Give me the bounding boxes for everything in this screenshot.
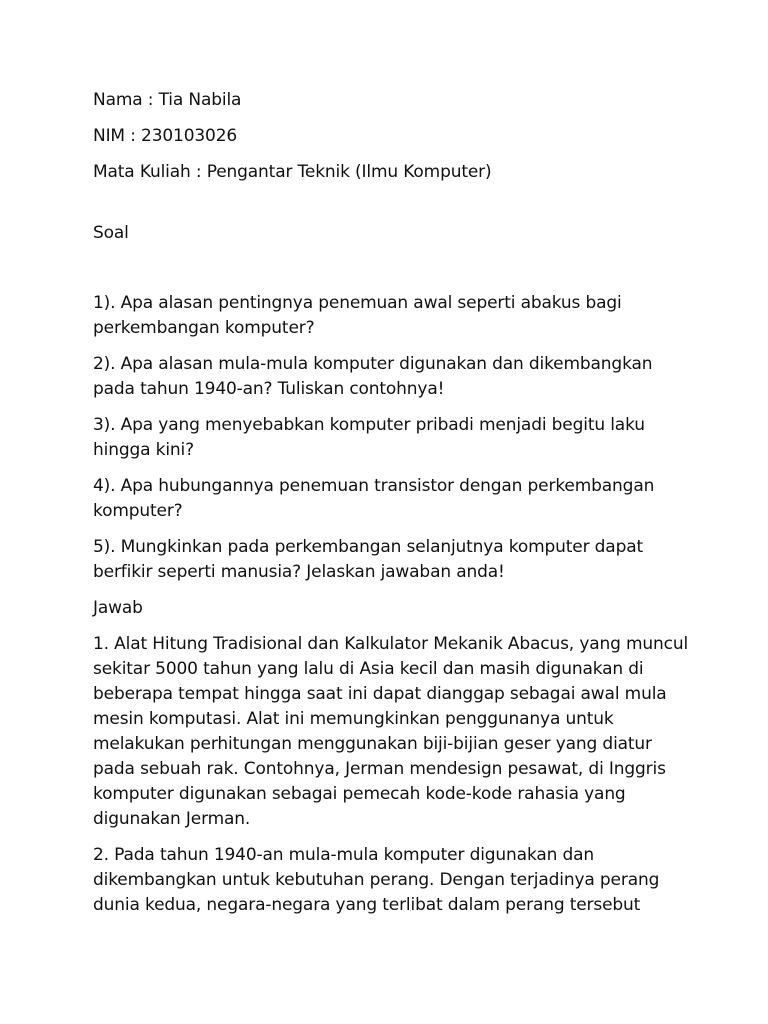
answer-1: 1. Alat Hitung Tradisional dan Kalkulator Mekanik Abacus, yang muncul sekitar 5000 tahun yang lalu di Asia kecil dan masih digunakan di beberapa tempat hingga saat ini dapat dianggap sebagai awal mula mesin komputasi. Alat ini memungkinkan penggunanya untuk melakukan perhitungan menggunakan biji-bijian geser yang diatur pada sebuah rak. Contohnya, Jerman mendesign pesawat, di Inggris komputer digunakan sebagai pemecah kode-kode rahasia yang digunakan Jerman. xyxy=(93,634,689,829)
question-2: 2). Apa alasan mula-mula komputer digunakan dan dikembangkan pada tahun 1940-an? Tuliskan contohnya! xyxy=(93,354,653,399)
student-nim: NIM : 230103026 xyxy=(93,126,238,146)
question-1: 1). Apa alasan pentingnya penemuan awal seperti abakus bagi perkembangan komputer? xyxy=(93,293,622,338)
question-5: 5). Mungkinkan pada perkembangan selanjutnya komputer dapat berfikir seperti manusia? Jelaskan jawaban anda! xyxy=(93,537,644,582)
document-body xyxy=(93,88,693,929)
soal-heading: Soal xyxy=(93,223,129,243)
answer-2: 2. Pada tahun 1940-an mula-mula komputer digunakan dan dikembangkan untuk kebutuhan perang. Dengan terjadinya perang dunia kedua, negara-negara yang terlibat dalam perang tersebut xyxy=(93,845,660,915)
question-3: 3). Apa yang menyebabkan komputer pribadi menjadi begitu laku hingga kini? xyxy=(93,415,645,460)
jawab-heading: Jawab xyxy=(93,598,143,618)
course-name: Mata Kuliah : Pengantar Teknik (Ilmu Komputer) xyxy=(93,162,492,182)
student-name: Nama : Tia Nabila xyxy=(93,90,242,110)
question-4: 4). Apa hubungannya penemuan transistor dengan perkembangan komputer? xyxy=(93,476,655,521)
